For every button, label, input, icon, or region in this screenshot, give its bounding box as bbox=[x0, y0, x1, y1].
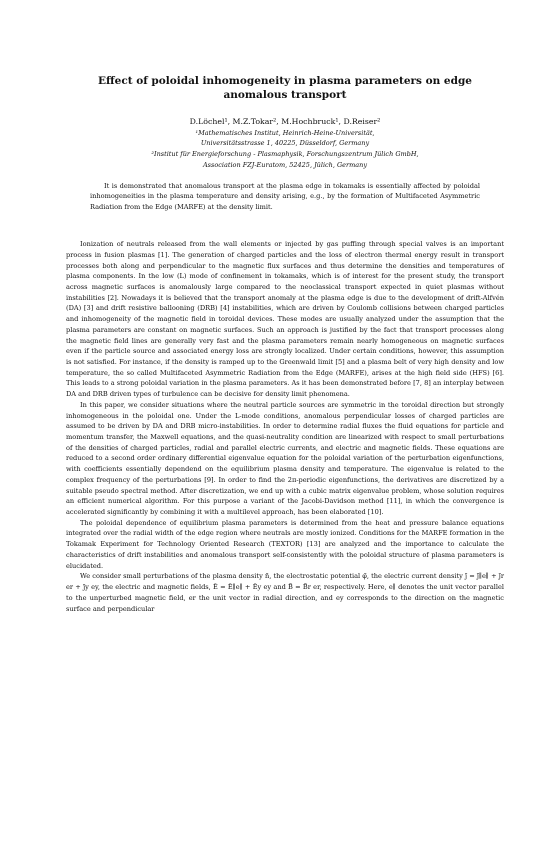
paper-page bbox=[0, 74, 544, 842]
affiliation-line: Association FZJ-Euratom, 52425, Jülich, Germany bbox=[202, 160, 368, 169]
affiliations bbox=[66, 128, 504, 171]
paragraph: We consider small perturbations of the plasma density ñ, the electrostatic potential φ̃, the electric current density j̃ = j̃∥e∥ + j̃r er + j̃y ey, the electric and magnetic fields, Ẽ = Ẽ∥e∥ + Ẽy ey and B̃ = B̃r er, respectively. Here, e∥ denotes the unit vector parallel to the unperturbed magnetic field, er the unit vector in radial direction, and ey corresponds to the direction on the magnetic surface and perpendicular bbox=[66, 572, 504, 613]
affiliation-line: ¹Mathematisches Institut, Heinrich-Heine-Universität, bbox=[195, 128, 375, 137]
abstract: It is demonstrated that anomalous transport at the plasma edge in tokamaks is essentially affected by poloidal inhomogeneities in the plasma temperature and density arising, e.g., by the formation of Multifaceted Asymmetric Radiation from the Edge (MARFE) at the density limit. bbox=[90, 181, 480, 212]
affiliation-line: ²Institut für Energieforschung - Plasmaphysik, Forschungszentrum Jülich GmbH, bbox=[151, 150, 419, 159]
affiliation-line: Universitätsstrasse 1, 40225, Düsseldorf, Germany bbox=[200, 139, 370, 148]
paper-title: Effect of poloidal inhomogeneity in plasma parameters on edge anomalous transport bbox=[98, 75, 472, 101]
author-list: D.Löchel¹, M.Z.Tokar², M.Hochbruck¹, D.Reiser² bbox=[189, 117, 381, 126]
paragraph: Ionization of neutrals released from the wall elements or injected by gas puffing through special valves is an important process in fusion plasmas [1]. The generation of charged particles and the loss of electron thermal energy result in transport processes both along and perpendicular to the magnetic flux surfaces and thus determine the densities and temperatures of plasma components. In the low (L) mode of confinement in tokamaks, which is of interest for the present study, the transport across magnetic surfaces is anomalously large compared to the neoclassical transport expected in quiet plasmas without instabilities [2]. Nowadays it is believed that the transport anomaly at the plasma edge is due to the development of drift-Alfvén (DA) [3] and drift resistive ballooning (DRB) [4] instabilities, which are driven by Coulomb collisions between charged particles and inhomogeneity of the magnetic field in toroidal devices. These modes are usually analyzed under the assumption that the plasma parameters are constant on magnetic surfaces. Such an approach is justified by the fact that transport processes along the magnetic field lines are generally very fast and the plasma parameters remain nearly homogeneous on magnetic surfaces even if the particle source and associated energy loss are strongly localized. Under certain conditions, however, this assumption is not satisfied. For instance, if the density is ramped up to the Greenwald limit [5] and a plasma belt of very high density and low temperature, the so called Multifaceted Asymmetric Radiation from the Edge (MARFE), arises at the high field side (HFS) [6]. This leads to a strong poloidal variation in the plasma parameters. As it has been demonstrated before [7, 8] an interplay between DA and DRB driven types of turbulence can be decisive for density limit phenomena. bbox=[66, 240, 504, 399]
paragraph: In this paper, we consider situations where the neutral particle sources are symmetric in the toroidal direction but strongly inhomogeneous in the poloidal one. Under the L-mode conditions, anomalous perpendicular losses of charged particles are assumed to be driven by DA and DRB micro-instabilities. In order to determine radial fluxes the fluid equations for particle and momentum transfer, the Maxwell equations, and the quasi-neutrality condition are linearized with respect to small perturbations of the densities of charged particles, radial and parallel electric currents, and electric and magnetic fields. These equations are reduced to a second order ordinary differential eigenvalue equation for the poloidal variation of the perturbation eigenfunctions, with coefficients essentially dependend on the equilibrium plasma density and temperature. The eigenvalue is related to the complex frequency of the perturbations [9]. In order to find the 2π-periodic eigenfunctions, the derivatives are discretized by a suitable pseudo spectral method. After discretization, we end up with a cubic matrix eigenvalue problem, whose solution requires an efficient numerical algorithm. For this purpose a variant of the Jacobi-Davidson method [11], in which the convergence is accelerated significantly by combining it with a multilevel approach, has been elaborated [10]. bbox=[66, 400, 504, 517]
body-text bbox=[66, 239, 504, 614]
paragraph: The poloidal dependence of equilibrium plasma parameters is determined from the heat and pressure balance equations integrated over the radial width of the edge region where neutrals are mostly ionized. Conditions for the MARFE formation in the Tokamak Experiment for Technology Oriented Research (TEXTOR) [13] are analyzed and the importance to calculate the characteristics of drift instabilities and anomalous transport self-consistently with the poloidal structure of plasma parameters is elucidated. bbox=[66, 518, 504, 570]
